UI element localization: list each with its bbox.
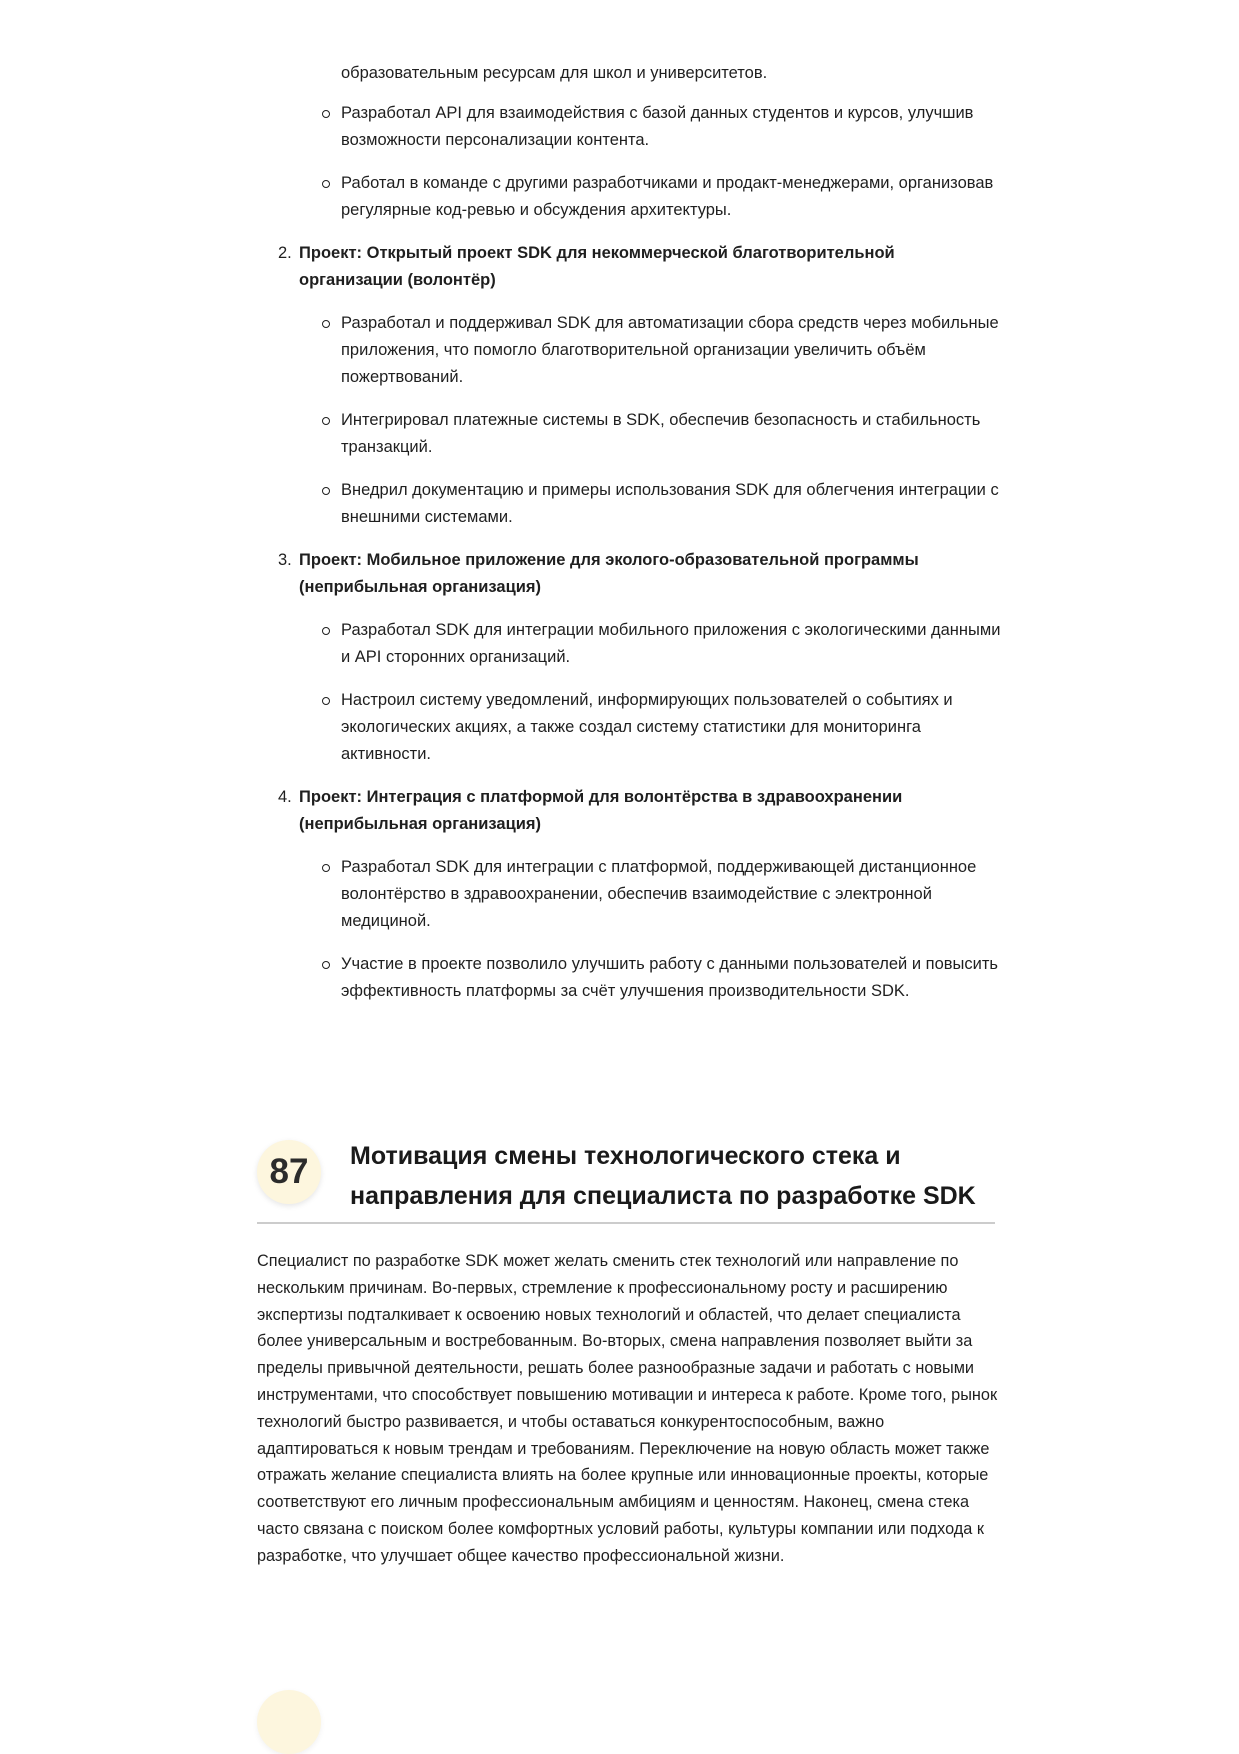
list-item: Разработал и поддерживал SDK для автоматизации сбора средств через мобильные приложения, что помогло благотворительной организации увеличить объём пожертвований. <box>322 310 1011 391</box>
section-title: Мотивация смены технологического стека и направления для специалиста по разработке SDK <box>350 1142 976 1210</box>
section-body-paragraph: Специалист по разработке SDK может желать сменить стек технологий или направление по нескольким причинам. Во-первых, стремление к профессиональному росту и расширению экспертизы подталкивает к освоению новых технологий и областей, что делает специалиста более универсальным и востребованным. Во-вторых, смена направления позволяет выйти за пределы привычной деятельности, решать более разнообразные задачи и работать с новыми инструментами, что способствует повышению мотивации и интереса к работе. Кроме того, рынок технологий быстро развивается, и чтобы оставаться конкурентоспособным, важно адаптироваться к новым трендам и требованиям. Переключение на новую область может также отражать желание специалиста влиять на более крупные или инновационные проекты, которые соответствуют его личным профессиональным амбициям и ценностям. Наконец, смена стека часто связана с поиском более комфортных условий работы, культуры компании или подхода к разработке, что улучшает общее качество профессиональной жизни. <box>257 1252 998 1565</box>
continued-text-line: образовательным ресурсам для школ и университетов. <box>341 64 768 82</box>
list-item: Интегрировал платежные системы в SDK, обеспечив безопасность и стабильность транзакций. <box>322 407 1011 461</box>
next-section-badge <box>257 1690 321 1754</box>
list-item: Внедрил документацию и примеры использования SDK для облегчения интеграции с внешними системами. <box>322 477 1011 531</box>
list-number: 2. <box>278 244 292 262</box>
section-number-badge: 87 <box>257 1140 321 1204</box>
project-heading <box>278 784 978 838</box>
project-title: Проект: Интеграция с платформой для волонтёрства в здравоохранении (неприбыльная организация) <box>299 788 903 833</box>
project-title: Проект: Открытый проект SDK для некоммерческой благотворительной организации (волонтёр) <box>299 244 895 289</box>
project-title: Проект: Мобильное приложение для эколого-образовательной программы (неприбыльная организация) <box>299 551 919 596</box>
project-heading <box>278 240 978 294</box>
list-number: 4. <box>278 788 292 806</box>
section-header <box>257 1128 995 1224</box>
project-heading <box>278 547 978 601</box>
list-number: 3. <box>278 551 292 569</box>
list-item: Работал в команде с другими разработчиками и продакт-менеджерами, организовав регулярные код-ревью и обсуждения архитектуры. <box>322 170 1011 224</box>
list-item: Разработал API для взаимодействия с базой данных студентов и курсов, улучшив возможности персонализации контента. <box>322 100 1011 154</box>
list-item: Участие в проекте позволило улучшить работу с данными пользователей и повысить эффективность платформы за счёт улучшения производительности SDK. <box>322 951 1011 1005</box>
list-item: Настроил систему уведомлений, информирующих пользователей о событиях и экологических акциях, а также создал систему статистики для мониторинга активности. <box>322 687 1011 768</box>
list-item: Разработал SDK для интеграции с платформой, поддерживающей дистанционное волонтёрство в здравоохранении, обеспечив взаимодействие с электронной медициной. <box>322 854 1011 935</box>
list-item: Разработал SDK для интеграции мобильного приложения с экологическими данными и API сторонних организаций. <box>322 617 1011 671</box>
